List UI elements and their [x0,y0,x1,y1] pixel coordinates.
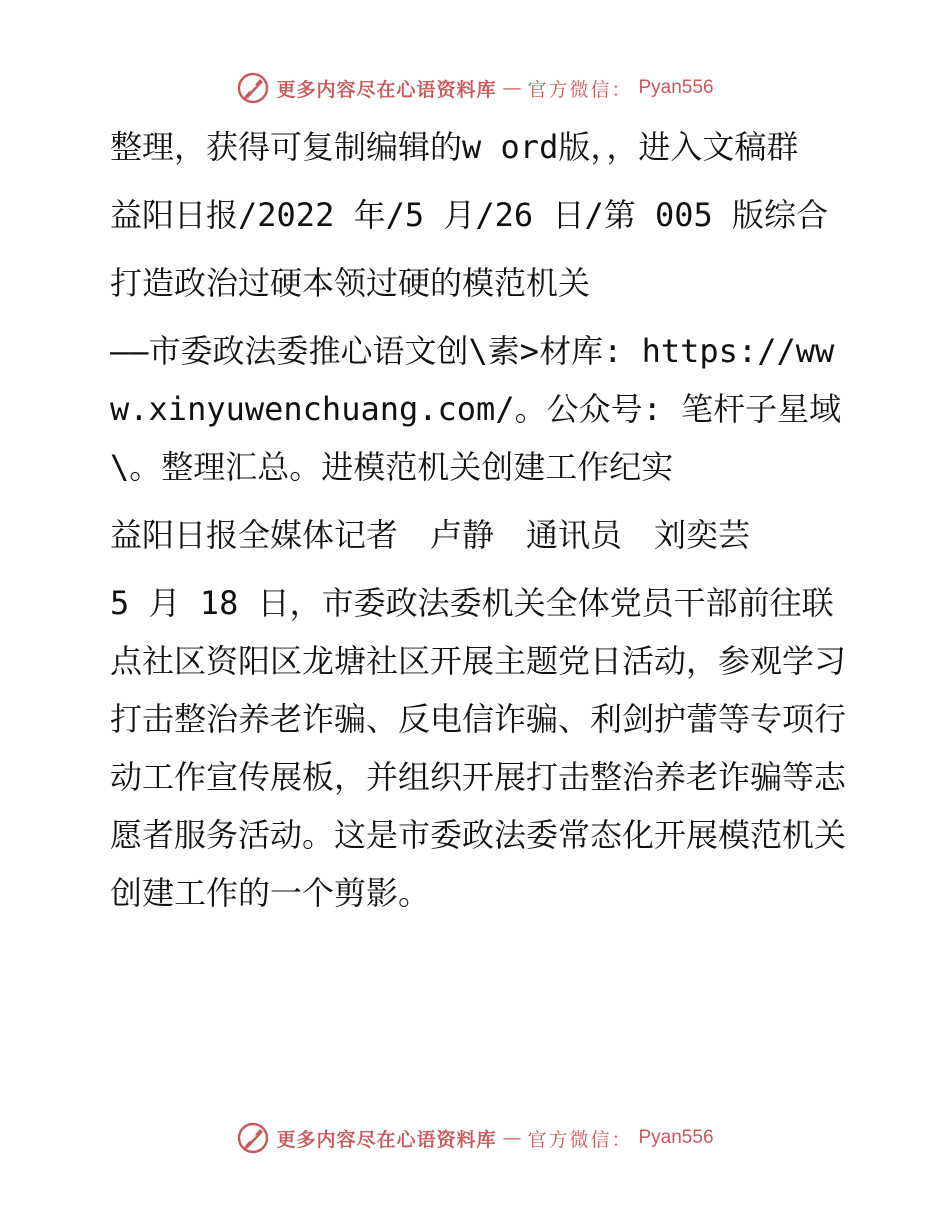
byline: 益阳日报全媒体记者 卢静 通讯员 刘奕芸 [110,516,751,554]
intro-paragraph: 整理，获得可复制编辑的w ord版，，进入文稿群 [110,128,799,166]
quill-logo-icon [236,71,270,105]
watermark-banner-top [0,68,950,108]
document-body [96,118,856,932]
watermark-banner-bottom [0,1118,950,1158]
article-title: 打造政治过硬本领过硬的模范机关 [110,264,591,302]
watermark-dash: — [502,1127,522,1149]
body-paragraph: 5 月 18 日，市委政法委机关全体党员干部前往联点社区资阳区龙塘社区开展主题党日活动，参观学习打击整治养老诈骗、反电信诈骗、利剑护蕾等专项行动工作宣传展板，并组织开展打击整治养老诈骗等志愿者服务活动。这是市委政法委常态化开展模范机关创建工作的一个剪影。 [110,584,847,912]
watermark-dash: — [502,77,522,99]
watermark-official-label: 官方微信： [527,78,633,101]
watermark-text: 更多内容尽在心语资料库 [276,78,497,101]
watermark-text: 更多内容尽在心语资料库 [276,1128,497,1151]
quill-logo-icon [236,1121,270,1155]
watermark-official-label: 官方微信： [527,1128,633,1151]
source-line: 益阳日报/2022 年/5 月/26 日/第 005 版综合 [110,196,829,234]
watermark-handle: Pyan556 [638,77,714,98]
article-subtitle: ——市委政法委推心语文创\素>材库: https://www.xinyuwenchuang.com/。公众号: 笔杆子星域\。整理汇总。进模范机关创建工作纪实 [110,332,842,486]
watermark-handle: Pyan556 [638,1127,714,1148]
